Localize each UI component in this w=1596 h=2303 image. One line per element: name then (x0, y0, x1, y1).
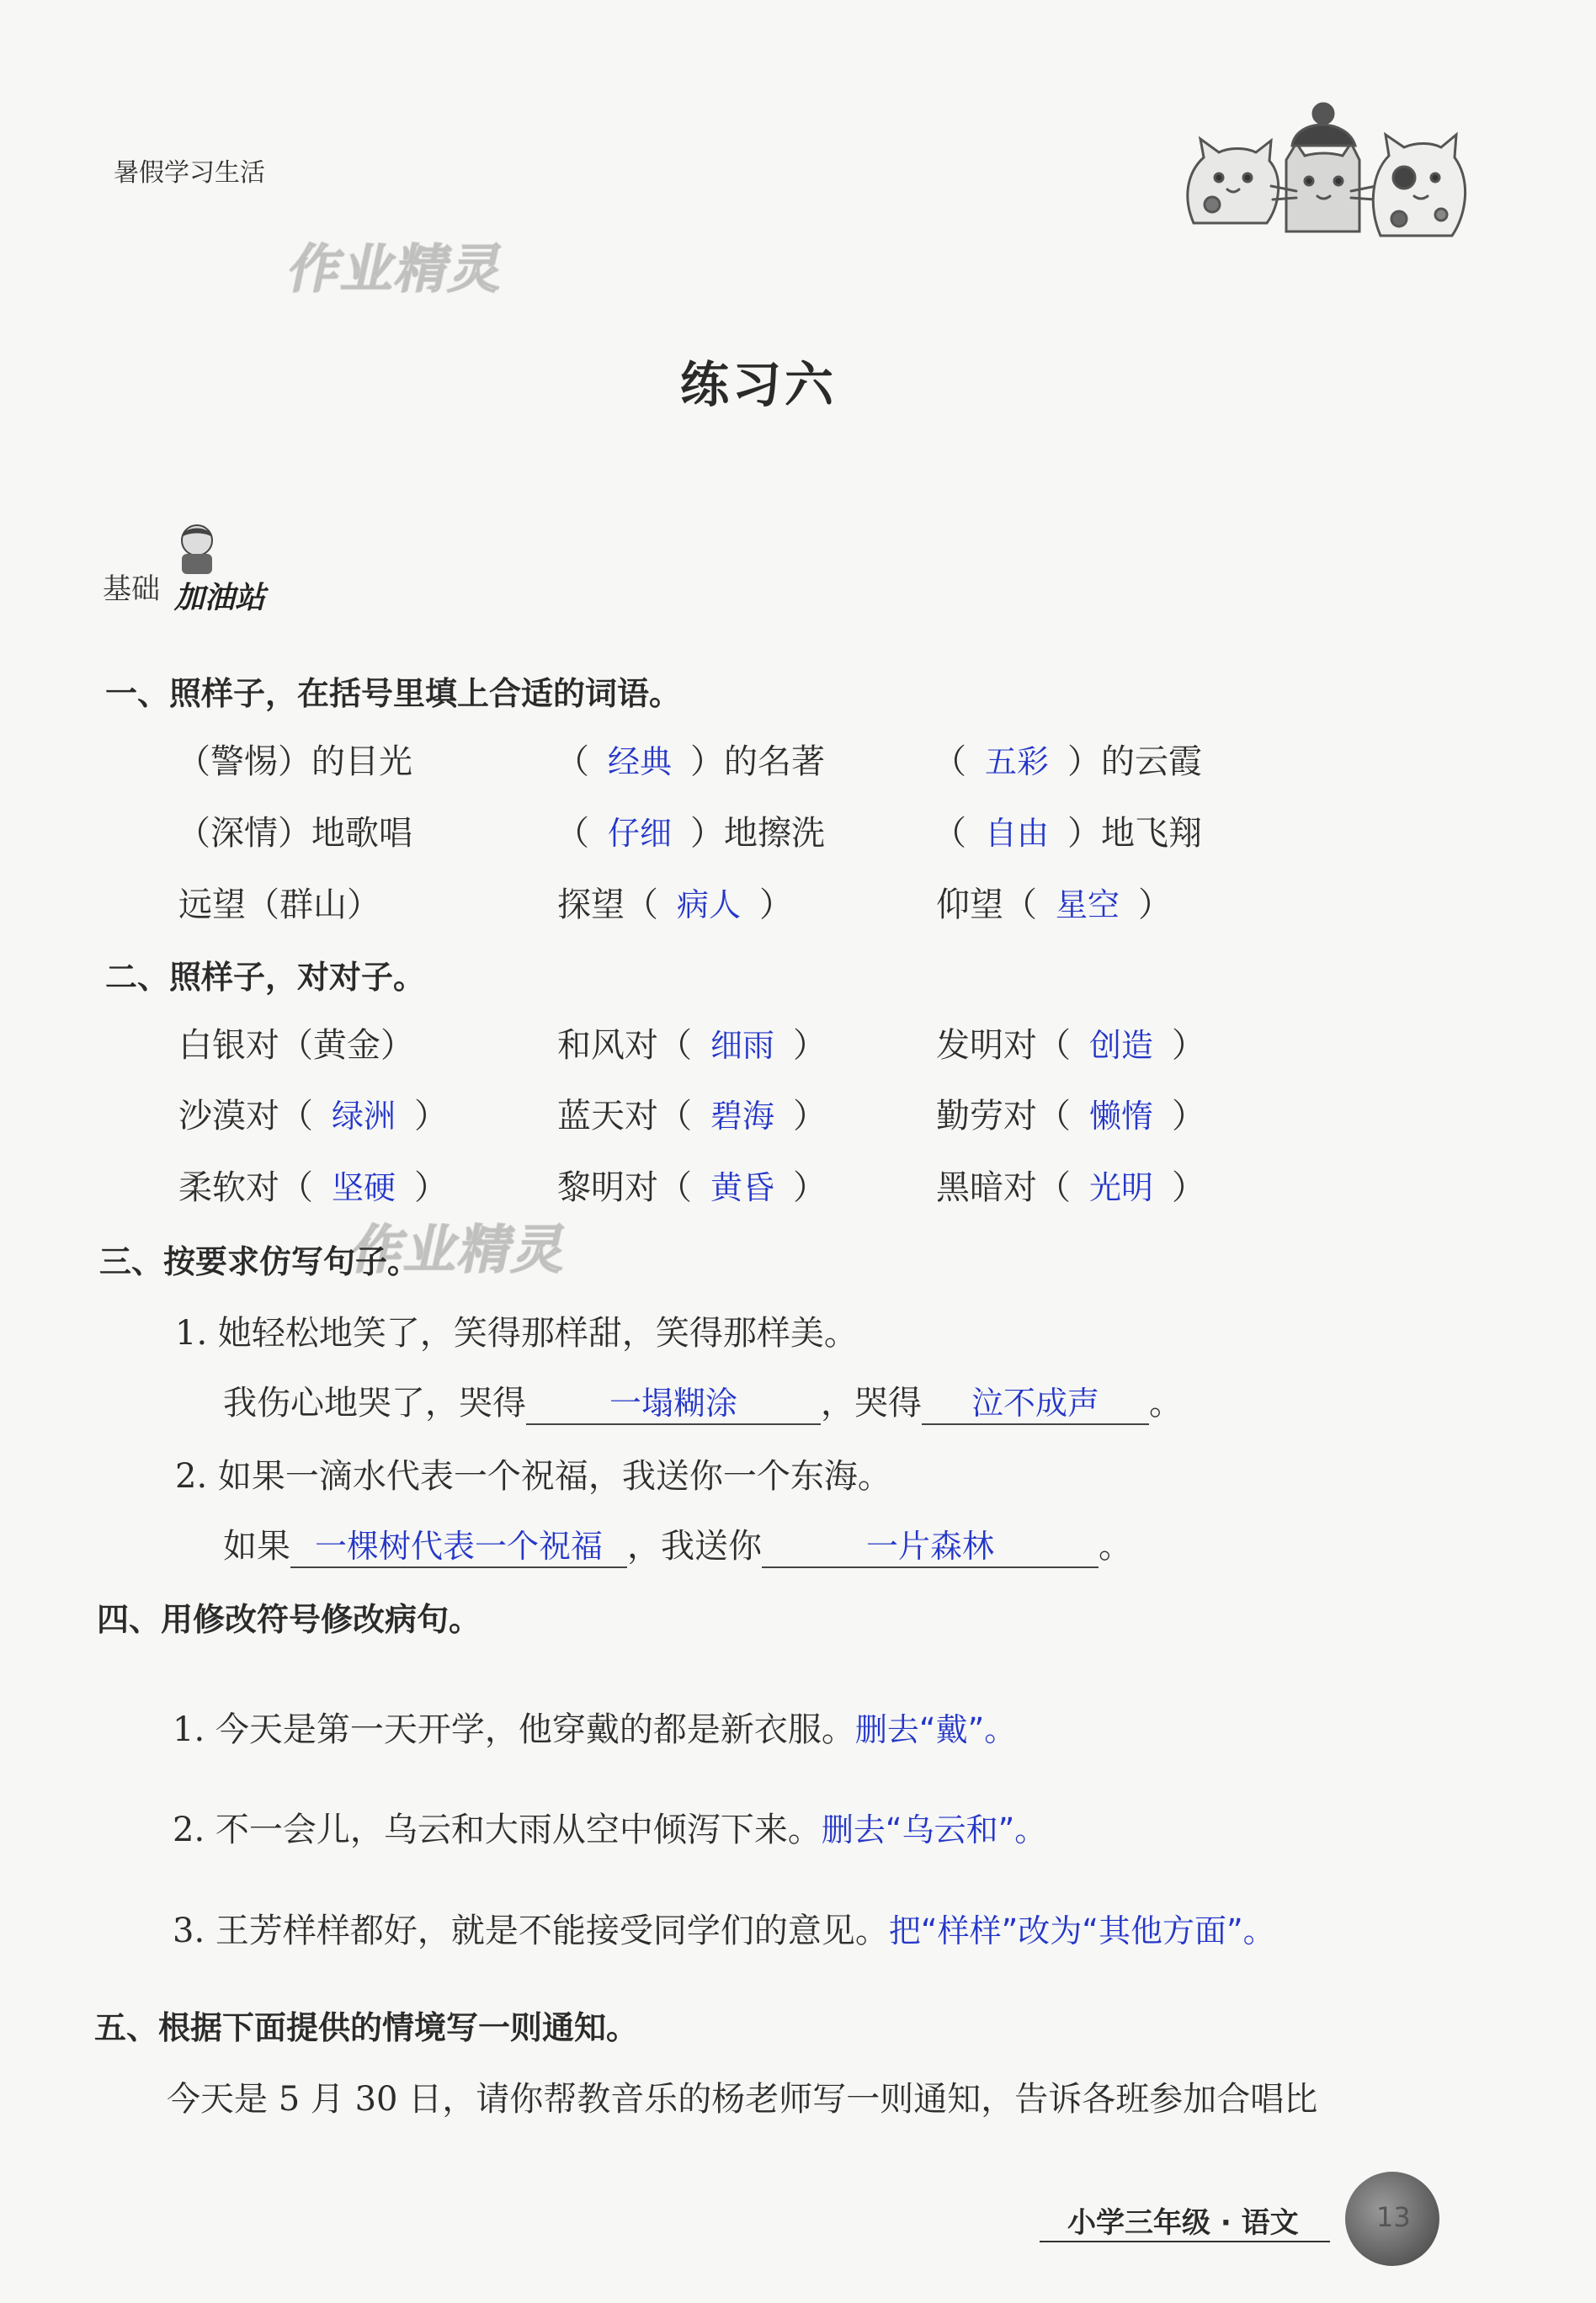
s4-item: 1. 今天是第一天开学，他穿戴的都是新衣服。删去“戴”。 (173, 1710, 1017, 1749)
section-3-title: 三、按要求仿写句子。 (99, 1243, 420, 1280)
s1-item: （警惕）的目光 (177, 742, 412, 781)
header-label: 暑假学习生活 (114, 158, 265, 188)
s2-item: 发明对（ 创造 ） (936, 1026, 1206, 1065)
s1-item: （深情）地歌唱 (177, 814, 412, 853)
s2-item: 沙漠对（ 绿洲 ） (178, 1097, 449, 1136)
section-5-title: 五、根据下面提供的情境写一则通知。 (94, 2009, 639, 2046)
section-1-title: 一、照样子，在括号里填上合适的词语。 (105, 675, 682, 712)
s3-q2-answer: 如果 一棵树代表一个祝福 ，我送你 一片森林 。 (223, 1519, 1132, 1568)
s1-item: 仰望（ 星空 ） (936, 886, 1173, 924)
s2-item: 勤劳对（ 懒惰 ） (936, 1097, 1206, 1136)
s1-item: 远望（群山） (178, 886, 380, 924)
s3-q1-answer: 我伤心地哭了，哭得 一塌糊涂 ，哭得 泣不成声 。 (223, 1376, 1183, 1425)
s2-item: 白银对（黄金） (178, 1026, 414, 1065)
s2-item: 黑暗对（ 光明 ） (936, 1168, 1206, 1207)
watermark-top: 作业精灵 (283, 238, 512, 300)
boy-icon (172, 522, 222, 574)
section-4-title: 四、用修改符号修改病句。 (97, 1601, 481, 1638)
s1-item: （ 经典 ）的名著 (556, 742, 826, 781)
watermark-middle: 作业精灵 (346, 1219, 575, 1280)
s1-item: （ 五彩 ）的云霞 (933, 742, 1203, 781)
s4-item: 2. 不一会儿，乌云和大雨从空中倾泻下来。删去“乌云和”。 (173, 1811, 1047, 1849)
s1-item: 探望（ 病人 ） (557, 886, 794, 924)
footer-underline (1040, 2241, 1330, 2242)
s4-item: 3. 王芳样样都好，就是不能接受同学们的意见。把“样样”改为“其他方面”。 (173, 1912, 1275, 1950)
s5-text: 今天是 5 月 30 日，请你帮教音乐的杨老师写一则通知，告诉各班参加合唱比 (167, 2080, 1318, 2119)
s1-item: （ 自由 ）地飞翔 (933, 814, 1203, 853)
s3-q1-blank-1: 一塌糊涂 (526, 1377, 821, 1425)
s2-item: 蓝天对（ 碧海 ） (557, 1097, 827, 1136)
badge-label-station: 加油站 (174, 581, 266, 615)
page-title: 练习六 (680, 356, 838, 413)
badge-label-base: 基础 (103, 572, 160, 606)
cats-illustration (1178, 97, 1469, 240)
s3-q1-text: 1. 她轻松地笑了，笑得那样甜，笑得那样美。 (175, 1314, 858, 1353)
page-number: 13 (1376, 2201, 1411, 2233)
s3-q2-blank-1: 一棵树代表一个祝福 (290, 1520, 627, 1568)
s1-item: （ 仔细 ）地擦洗 (556, 814, 826, 853)
s3-q1-blank-2: 泣不成声 (922, 1377, 1149, 1425)
s3-q2-blank-2: 一片森林 (762, 1520, 1099, 1568)
s2-item: 和风对（ 细雨 ） (557, 1026, 827, 1065)
s3-q2-text: 2. 如果一滴水代表一个祝福，我送你一个东海。 (175, 1457, 891, 1496)
footer-label: 小学三年级 · 语文 (1067, 2206, 1299, 2240)
section-2-title: 二、照样子，对对子。 (105, 959, 426, 996)
s2-item: 黎明对（ 黄昏 ） (557, 1168, 827, 1207)
s2-item: 柔软对（ 坚硬 ） (178, 1168, 449, 1207)
